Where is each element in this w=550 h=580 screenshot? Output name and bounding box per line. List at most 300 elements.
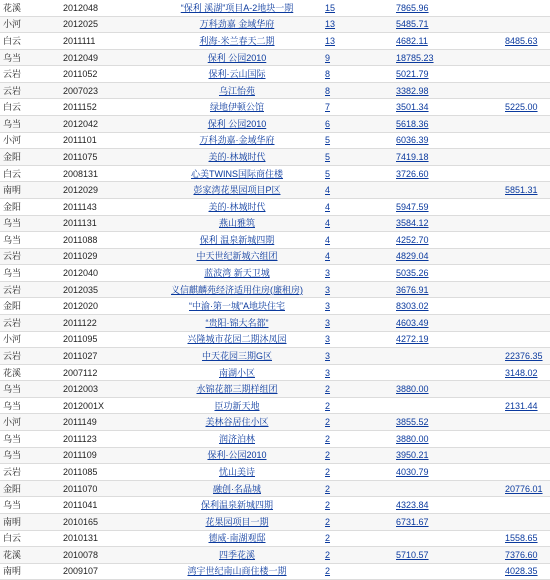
project-name-link[interactable]: 中天花园三期G区 — [201, 350, 272, 361]
sales-count-link[interactable]: 4 — [325, 218, 331, 229]
project-name-cell — [155, 547, 319, 564]
table-row — [0, 198, 550, 215]
project-name-cell — [155, 331, 319, 348]
district-cell: 小河 — [0, 16, 57, 33]
project-code-cell: 2012040 — [57, 265, 155, 282]
project-name-cell — [155, 513, 319, 530]
sales-count-link[interactable]: 7 — [325, 102, 331, 113]
residential-price-link[interactable]: 4030.79 — [396, 466, 429, 477]
project-code-cell: 2011029 — [57, 248, 155, 265]
commercial-price-link[interactable]: 7376.60 — [505, 549, 538, 560]
sales-count-cell — [319, 447, 384, 464]
table-row — [0, 547, 550, 564]
sales-count-cell — [319, 165, 384, 182]
project-code-cell: 2012025 — [57, 16, 155, 33]
project-name-link[interactable]: 兴隆城市花园二期沐凤园 — [187, 334, 287, 345]
project-name-link[interactable]: 美的·林城时代 — [208, 201, 266, 212]
project-name-cell — [155, 16, 319, 33]
table-row — [0, 149, 550, 166]
district-cell: 乌当 — [0, 49, 57, 66]
sales-count-link[interactable]: 4 — [325, 234, 331, 245]
commercial-price-cell — [493, 165, 550, 182]
table-row — [0, 66, 550, 83]
sales-count-link[interactable]: 2 — [325, 500, 331, 511]
sales-count-link[interactable]: 4 — [325, 251, 331, 262]
table-row — [0, 265, 550, 282]
residential-price-link[interactable]: 3880.00 — [396, 384, 429, 395]
project-name-link[interactable]: “保利 溪湖”项目A-2地块一期 — [180, 2, 294, 13]
sales-count-cell — [319, 149, 384, 166]
sales-count-link[interactable]: 3 — [325, 367, 331, 378]
residential-price-link[interactable]: 7865.96 — [396, 2, 429, 13]
sales-count-cell — [319, 99, 384, 116]
sales-count-link[interactable]: 2 — [325, 516, 331, 527]
table-row — [0, 215, 550, 232]
project-code-cell: 2011111 — [57, 33, 155, 50]
project-code-cell: 2010078 — [57, 547, 155, 564]
commercial-price-cell — [493, 364, 550, 381]
residential-price-link[interactable]: 3855.52 — [396, 417, 429, 428]
sales-count-cell — [319, 182, 384, 199]
project-code-cell: 2012001X — [57, 397, 155, 414]
project-name-link[interactable]: 保利温泉新城四期 — [200, 500, 273, 511]
project-name-cell — [155, 248, 319, 265]
commercial-price-cell — [493, 414, 550, 431]
project-code-cell: 2011143 — [57, 198, 155, 215]
district-cell: 小河 — [0, 414, 57, 431]
residential-price-cell — [384, 513, 493, 530]
project-name-cell — [155, 82, 319, 99]
residential-price-link[interactable]: 5710.57 — [396, 549, 429, 560]
project-name-link[interactable]: “贵阳·锦大名都” — [205, 317, 269, 328]
sales-count-link[interactable]: 13 — [325, 19, 336, 30]
district-cell: 乌当 — [0, 397, 57, 414]
project-name-link[interactable]: 保利 温泉新城四期 — [199, 234, 275, 245]
residential-price-link[interactable]: 3726.60 — [396, 168, 429, 179]
project-name-link[interactable]: 德威·南湖观邸 — [208, 533, 266, 544]
commercial-price-link[interactable]: 22376.35 — [505, 350, 543, 361]
project-name-cell — [155, 397, 319, 414]
project-name-link[interactable]: 四季花溪 — [218, 549, 255, 560]
residential-price-cell — [384, 397, 493, 414]
project-name-link[interactable]: 融创·名晶城 — [213, 483, 261, 494]
sales-count-cell — [319, 464, 384, 481]
project-name-link[interactable]: 利海·米兰春天二期 — [199, 35, 275, 46]
project-name-link[interactable]: 蓝波湾 新天卫城 — [204, 268, 270, 279]
project-name-cell — [155, 381, 319, 398]
residential-price-cell — [384, 431, 493, 448]
table-row — [0, 0, 550, 16]
residential-price-link[interactable]: 3382.98 — [396, 85, 429, 96]
project-code-cell: 2011131 — [57, 215, 155, 232]
project-name-cell — [155, 480, 319, 497]
project-code-cell: 2011149 — [57, 414, 155, 431]
residential-price-cell — [384, 49, 493, 66]
sales-count-cell — [319, 513, 384, 530]
sales-count-link[interactable]: 2 — [325, 483, 331, 494]
table-row — [0, 16, 550, 33]
table-row — [0, 348, 550, 365]
table-row — [0, 431, 550, 448]
sales-count-link[interactable]: 2 — [325, 549, 331, 560]
project-name-cell — [155, 198, 319, 215]
residential-price-link[interactable]: 4323.84 — [396, 500, 429, 511]
project-code-cell: 2011109 — [57, 447, 155, 464]
residential-price-link[interactable]: 4272.19 — [396, 334, 429, 345]
commercial-price-cell — [493, 0, 550, 16]
residential-price-cell — [384, 149, 493, 166]
table-row — [0, 116, 550, 133]
project-name-cell — [155, 165, 319, 182]
residential-price-cell — [384, 497, 493, 514]
sales-count-link[interactable]: 9 — [325, 52, 331, 63]
district-cell: 乌当 — [0, 232, 57, 249]
project-code-cell: 2009107 — [57, 563, 155, 580]
project-name-cell — [155, 497, 319, 514]
district-cell: 云岩 — [0, 82, 57, 99]
residential-price-cell — [384, 281, 493, 298]
commercial-price-cell — [493, 348, 550, 365]
sales-count-link[interactable]: 2 — [325, 384, 331, 395]
district-cell: 金阳 — [0, 149, 57, 166]
project-code-cell: 2011123 — [57, 431, 155, 448]
residential-price-cell — [384, 99, 493, 116]
residential-price-cell — [384, 348, 493, 365]
sales-count-cell — [319, 348, 384, 365]
project-name-link[interactable]: 保利·云山国际 — [208, 69, 266, 80]
district-cell: 南明 — [0, 563, 57, 580]
residential-price-link[interactable]: 3676.91 — [396, 284, 429, 295]
sales-count-cell — [319, 66, 384, 83]
residential-price-cell — [384, 547, 493, 564]
residential-price-link[interactable]: 8303.02 — [396, 301, 429, 312]
project-code-cell: 2012049 — [57, 49, 155, 66]
project-code-cell: 2012042 — [57, 116, 155, 133]
sales-count-cell — [319, 431, 384, 448]
project-code-cell: 2011088 — [57, 232, 155, 249]
sales-count-link[interactable]: 3 — [325, 284, 331, 295]
table-row — [0, 364, 550, 381]
sales-count-cell — [319, 364, 384, 381]
sales-count-link[interactable]: 2 — [325, 466, 331, 477]
sales-count-link[interactable]: 5 — [325, 168, 331, 179]
table-row — [0, 397, 550, 414]
commercial-price-cell — [493, 497, 550, 514]
sales-count-link[interactable]: 2 — [325, 533, 331, 544]
district-cell: 云岩 — [0, 314, 57, 331]
project-name-cell — [155, 149, 319, 166]
sales-count-link[interactable]: 3 — [325, 317, 331, 328]
residential-price-cell — [384, 381, 493, 398]
sales-count-link[interactable]: 15 — [325, 2, 336, 13]
table-row — [0, 33, 550, 50]
sales-count-cell — [319, 232, 384, 249]
sales-count-cell — [319, 16, 384, 33]
residential-price-cell — [384, 364, 493, 381]
sales-count-link[interactable]: 3 — [325, 301, 331, 312]
sales-count-link[interactable]: 13 — [325, 35, 336, 46]
commercial-price-cell — [493, 182, 550, 199]
district-cell: 乌当 — [0, 447, 57, 464]
residential-price-link[interactable]: 5947.59 — [396, 201, 429, 212]
district-cell: 白云 — [0, 99, 57, 116]
sales-count-cell — [319, 314, 384, 331]
project-name-link[interactable]: 绿地伊顿公馆 — [209, 102, 264, 113]
project-name-link[interactable]: 保利 公园2010 — [207, 118, 267, 129]
table-row — [0, 281, 550, 298]
district-cell: 云岩 — [0, 348, 57, 365]
district-cell: 云岩 — [0, 464, 57, 481]
sales-count-link[interactable]: 6 — [325, 118, 331, 129]
district-cell: 金阳 — [0, 198, 57, 215]
table-row — [0, 182, 550, 199]
residential-price-cell — [384, 464, 493, 481]
commercial-price-cell — [493, 116, 550, 133]
sales-count-link[interactable]: 3 — [325, 350, 331, 361]
project-name-link[interactable]: 润济泊林 — [218, 433, 255, 444]
project-code-cell: 2007023 — [57, 82, 155, 99]
sales-count-link[interactable]: 2 — [325, 566, 331, 577]
project-code-cell: 2011122 — [57, 314, 155, 331]
project-name-cell — [155, 298, 319, 315]
sales-count-cell — [319, 298, 384, 315]
project-name-cell — [155, 314, 319, 331]
project-name-cell — [155, 563, 319, 580]
project-name-cell — [155, 281, 319, 298]
commercial-price-link[interactable]: 4028.35 — [505, 566, 538, 577]
project-name-link[interactable]: 忧山美诗 — [218, 466, 255, 477]
residential-price-link[interactable]: 5021.79 — [396, 69, 429, 80]
district-cell: 云岩 — [0, 66, 57, 83]
project-name-link[interactable]: 南湖小区 — [218, 367, 255, 378]
sales-count-cell — [319, 132, 384, 149]
project-code-cell: 2008131 — [57, 165, 155, 182]
residential-price-link[interactable]: 4682.11 — [396, 35, 428, 46]
project-name-link[interactable]: 中天世纪新城六组团 — [196, 251, 278, 262]
district-cell: 花溪 — [0, 364, 57, 381]
project-code-cell: 2011075 — [57, 149, 155, 166]
residential-price-cell — [384, 198, 493, 215]
residential-price-link[interactable]: 4252.70 — [396, 234, 429, 245]
project-name-cell — [155, 215, 319, 232]
district-cell: 白云 — [0, 165, 57, 182]
residential-price-cell — [384, 530, 493, 547]
project-code-cell: 2011041 — [57, 497, 155, 514]
project-name-cell — [155, 464, 319, 481]
project-name-link[interactable]: “中渝·第一城”A地块住宅 — [189, 301, 285, 312]
table-row — [0, 480, 550, 497]
residential-price-cell — [384, 265, 493, 282]
district-cell: 南明 — [0, 182, 57, 199]
project-name-link[interactable]: 义信麒麟苑经济适用住房(廉租房) — [171, 284, 303, 295]
project-name-cell — [155, 447, 319, 464]
table-row — [0, 132, 550, 149]
sales-count-cell — [319, 563, 384, 580]
residential-price-cell — [384, 480, 493, 497]
commercial-price-link[interactable]: 5225.00 — [505, 102, 538, 113]
residential-price-link[interactable]: 3880.00 — [396, 433, 429, 444]
project-name-link[interactable]: 燕山雅筑 — [218, 218, 255, 229]
sales-count-link[interactable]: 3 — [325, 268, 331, 279]
project-name-link[interactable]: 保利·公园2010 — [207, 450, 267, 461]
project-name-link[interactable]: 臣功新天地 — [214, 400, 260, 411]
project-code-cell: 2011070 — [57, 480, 155, 497]
district-cell: 花溪 — [0, 0, 57, 16]
district-cell: 乌当 — [0, 116, 57, 133]
sales-count-cell — [319, 0, 384, 16]
residential-price-cell — [384, 248, 493, 265]
project-name-cell — [155, 132, 319, 149]
table-row — [0, 497, 550, 514]
residential-price-link[interactable]: 6731.67 — [396, 516, 429, 527]
project-name-link[interactable]: 美林谷居住小区 — [205, 417, 269, 428]
commercial-price-cell — [493, 232, 550, 249]
residential-price-cell — [384, 16, 493, 33]
commercial-price-cell — [493, 513, 550, 530]
project-name-cell — [155, 99, 319, 116]
table-row — [0, 165, 550, 182]
commercial-price-link[interactable]: 1558.65 — [505, 533, 538, 544]
district-cell: 乌当 — [0, 215, 57, 232]
table-row — [0, 232, 550, 249]
commercial-price-cell — [493, 132, 550, 149]
commercial-price-link[interactable]: 8485.63 — [505, 35, 538, 46]
district-cell: 云岩 — [0, 248, 57, 265]
district-cell: 金阳 — [0, 480, 57, 497]
sales-count-link[interactable]: 2 — [325, 400, 331, 411]
residential-price-link[interactable]: 5035.26 — [396, 268, 429, 279]
sales-count-cell — [319, 547, 384, 564]
sales-count-link[interactable]: 8 — [325, 85, 331, 96]
sales-count-cell — [319, 82, 384, 99]
commercial-price-cell — [493, 298, 550, 315]
table-row — [0, 49, 550, 66]
project-name-cell — [155, 530, 319, 547]
project-name-link[interactable]: 万科劲嘉 金域华府 — [199, 19, 275, 30]
sales-count-cell — [319, 198, 384, 215]
sales-count-cell — [319, 381, 384, 398]
residential-price-link[interactable]: 5618.36 — [396, 118, 429, 129]
residential-price-cell — [384, 298, 493, 315]
district-cell: 花溪 — [0, 547, 57, 564]
residential-price-link[interactable]: 4603.49 — [396, 317, 429, 328]
project-name-link[interactable]: 乌江怡苑 — [218, 85, 255, 96]
residential-price-link[interactable]: 3584.12 — [396, 218, 429, 229]
sales-count-link[interactable]: 8 — [325, 69, 331, 80]
project-name-cell — [155, 33, 319, 50]
sales-count-cell — [319, 116, 384, 133]
table-row — [0, 447, 550, 464]
sales-count-link[interactable]: 5 — [325, 151, 331, 162]
project-name-cell — [155, 414, 319, 431]
sales-count-cell — [319, 497, 384, 514]
commercial-price-link[interactable]: 20776.01 — [505, 483, 543, 494]
project-name-cell — [155, 182, 319, 199]
project-name-cell — [155, 232, 319, 249]
commercial-price-cell — [493, 149, 550, 166]
commercial-price-link[interactable]: 2131.44 — [505, 400, 538, 411]
residential-price-cell — [384, 116, 493, 133]
sales-count-link[interactable]: 2 — [325, 433, 331, 444]
project-name-cell — [155, 364, 319, 381]
project-code-cell: 2012020 — [57, 298, 155, 315]
residential-price-link[interactable]: 3501.34 — [396, 102, 429, 113]
project-name-link[interactable]: 心美TWINS国际商住楼 — [191, 168, 283, 179]
commercial-price-cell — [493, 331, 550, 348]
commercial-price-cell — [493, 464, 550, 481]
project-name-link[interactable]: 保利 公园2010 — [207, 52, 267, 63]
project-code-cell: 2010131 — [57, 530, 155, 547]
commercial-price-cell — [493, 381, 550, 398]
table-row — [0, 82, 550, 99]
project-name-link[interactable]: 水锦花都三期样组团 — [196, 384, 278, 395]
residential-price-link[interactable]: 7419.18 — [396, 151, 429, 162]
project-code-cell: 2011101 — [57, 132, 155, 149]
commercial-price-cell — [493, 99, 550, 116]
residential-price-link[interactable]: 3950.21 — [396, 450, 429, 461]
project-name-link[interactable]: 万科劲嘉·金域华府 — [199, 135, 275, 146]
commercial-price-link[interactable]: 5851.31 — [505, 185, 538, 196]
project-name-link[interactable]: 美的·林城时代 — [208, 151, 266, 162]
district-cell: 乌当 — [0, 431, 57, 448]
table-row — [0, 563, 550, 580]
district-cell: 小河 — [0, 132, 57, 149]
sales-count-link[interactable]: 4 — [325, 201, 331, 212]
project-name-cell — [155, 66, 319, 83]
table-row — [0, 513, 550, 530]
sales-count-link[interactable]: 2 — [325, 417, 331, 428]
residential-price-cell — [384, 331, 493, 348]
commercial-price-cell — [493, 447, 550, 464]
residential-price-cell — [384, 132, 493, 149]
commercial-price-link[interactable]: 3148.02 — [505, 367, 538, 378]
sales-count-cell — [319, 480, 384, 497]
residential-price-cell — [384, 215, 493, 232]
commercial-price-cell — [493, 16, 550, 33]
project-name-link[interactable]: 鸿宇世纪南山商住楼一期 — [187, 566, 287, 577]
sales-count-link[interactable]: 3 — [325, 334, 331, 345]
district-cell: 乌当 — [0, 265, 57, 282]
residential-price-cell — [384, 82, 493, 99]
residential-price-link[interactable]: 4829.04 — [396, 251, 429, 262]
residential-price-link[interactable]: 6036.39 — [396, 135, 429, 146]
project-code-cell: 2010165 — [57, 513, 155, 530]
commercial-price-cell — [493, 215, 550, 232]
project-name-cell — [155, 265, 319, 282]
commercial-price-cell — [493, 265, 550, 282]
residential-price-cell — [384, 447, 493, 464]
sales-count-link[interactable]: 5 — [325, 135, 331, 146]
table-row — [0, 331, 550, 348]
project-code-cell: 2007112 — [57, 364, 155, 381]
sales-count-link[interactable]: 4 — [325, 185, 331, 196]
table-row — [0, 381, 550, 398]
sales-count-cell — [319, 397, 384, 414]
residential-price-link[interactable]: 18785.23 — [396, 52, 434, 63]
sales-count-cell — [319, 530, 384, 547]
project-name-link[interactable]: 花果园项目一期 — [205, 516, 269, 527]
district-cell: 乌当 — [0, 381, 57, 398]
residential-price-link[interactable]: 5485.71 — [396, 19, 429, 30]
project-name-link[interactable]: 彭家湾花果园项目P区 — [193, 185, 281, 196]
commercial-price-cell — [493, 530, 550, 547]
residential-price-cell — [384, 414, 493, 431]
sales-count-link[interactable]: 2 — [325, 450, 331, 461]
project-name-cell — [155, 116, 319, 133]
sales-count-cell — [319, 265, 384, 282]
commercial-price-cell — [493, 431, 550, 448]
commercial-price-cell — [493, 82, 550, 99]
